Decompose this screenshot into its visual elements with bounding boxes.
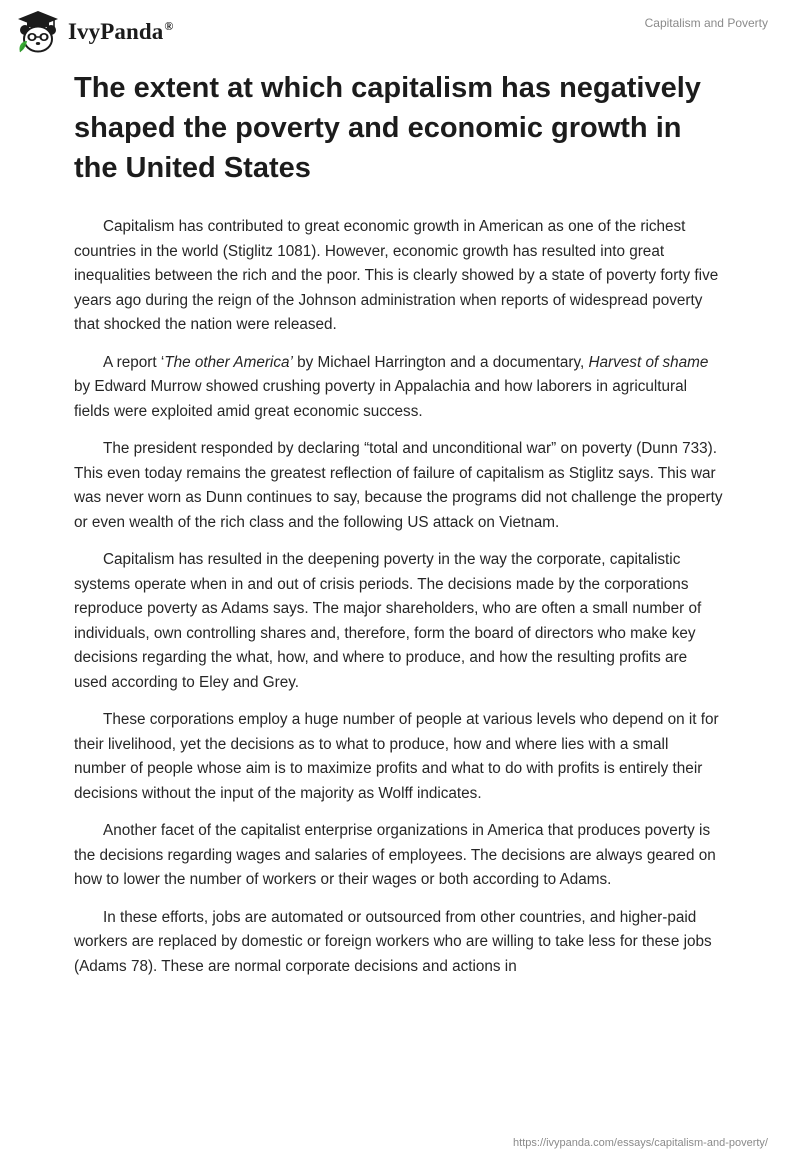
ivypanda-logo[interactable]	[14, 8, 173, 56]
panda-graduate-icon	[14, 8, 62, 56]
book-title-italic: The other America’	[164, 353, 293, 371]
paragraph-5: These corporations employ a huge number of people at various levels who depend on it for their livelihood, yet the decisions as to what to produce, how and where lies with a small number of people whose aim is to maximize profits and what to do with profits is entirely their decisions without the input of the majority as Wolff indicates.	[74, 711, 719, 802]
article-title: The extent at which capitalism has negatively shaped the poverty and economic growth in the United States	[74, 72, 701, 184]
paragraph-3: The president responded by declaring “total and unconditional war” on poverty (Dunn 733). This even today remains the greatest reflection of failure of capitalism as Stiglitz says. This war was never worn as Dunn continues to say, because the programs did not challenge the property or even wealth of the rich class and the following US attack on Vietnam.	[74, 440, 723, 531]
article-body	[74, 68, 724, 992]
documentary-title-italic: Harvest of shame	[588, 353, 709, 371]
running-header-title: Capitalism and Poverty	[644, 16, 768, 30]
paragraph-6: Another facet of the capitalist enterprise organizations in America that produces poverty is the decisions regarding wages and salaries of employees. The decisions are always geared on how to lower the number of workers or their wages or both according to Adams.	[74, 822, 716, 888]
paragraph-2: A report ‘The other America’ by Michael Harrington and a documentary, Harvest of shame by Edward Murrow showed crushing poverty in Appalachia and how laborers in agricultural fields were exploited amid great economic success.	[74, 353, 709, 420]
logo-wordmark: IvyPanda®	[68, 19, 174, 44]
source-url[interactable]: https://ivypanda.com/essays/capitalism-and-poverty/	[513, 1137, 768, 1149]
paragraph-4: Capitalism has resulted in the deepening poverty in the way the corporate, capitalistic systems operate when in and out of crisis periods. The decisions made by the corporations reproduce poverty as Adams says. The major shareholders, who are often a small number of individuals, own controlling shares and, therefore, form the board of directors who make key decisions regarding the what, how, and where to produce, and how the resulting profits are used according to Eley and Grey.	[74, 551, 702, 691]
paragraph-1: Capitalism has contributed to great economic growth in American as one of the richest countries in the world (Stiglitz 1081). However, economic growth has resulted into great inequalities between the rich and the poor. This is clearly showed by a state of poverty forty five years ago during the reign of the Johnson administration when reports of widespread poverty that shocked the nation were released.	[74, 218, 719, 333]
paragraph-7: In these efforts, jobs are automated or outsourced from other countries, and higher-paid workers are replaced by domestic or foreign workers who are willing to take less for these jobs (Adams 78). These are normal corporate decisions and actions in	[74, 908, 712, 975]
page-header	[0, 0, 800, 60]
